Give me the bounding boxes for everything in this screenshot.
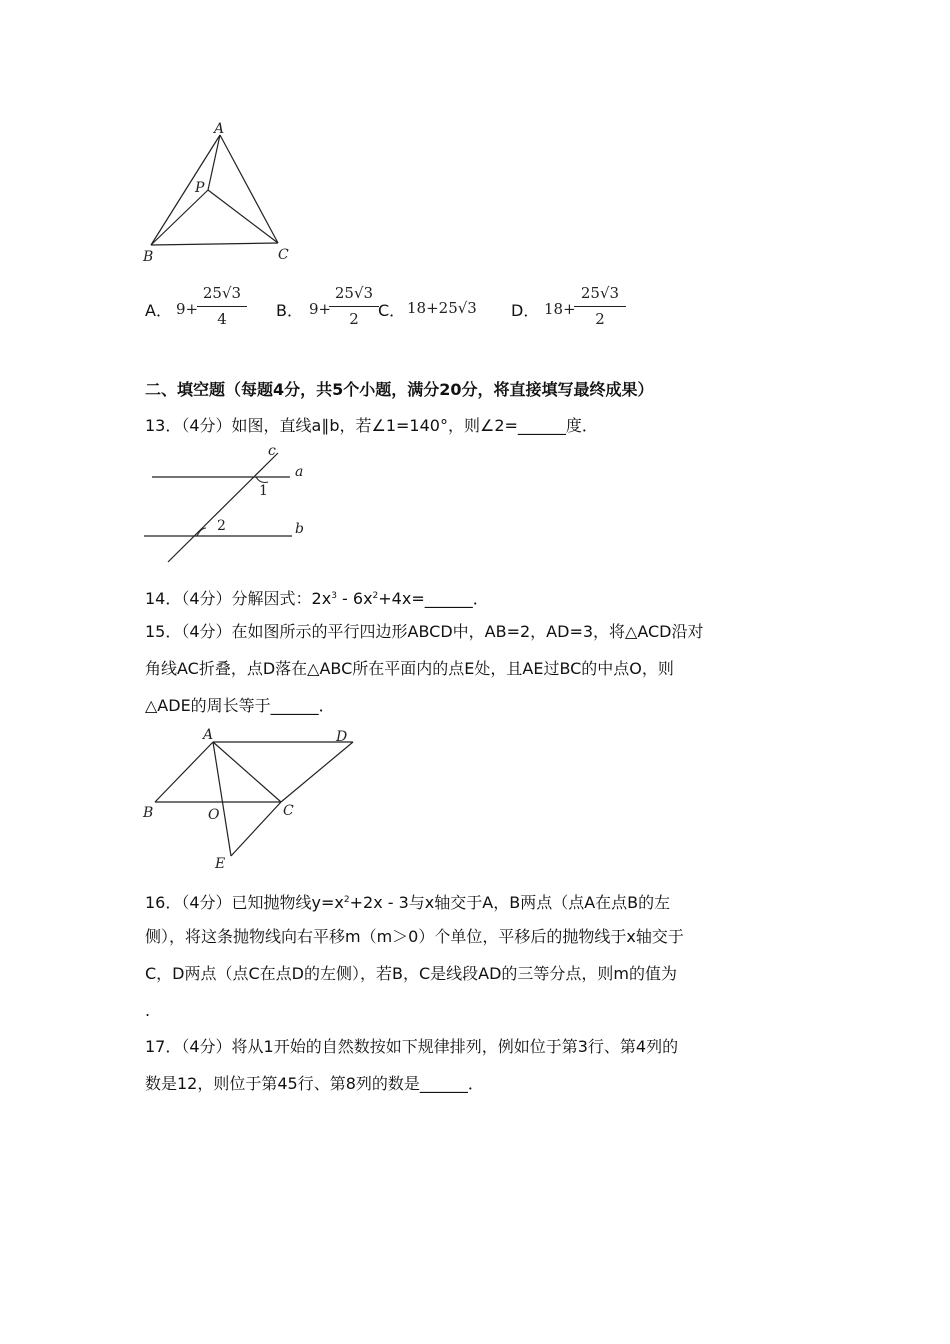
option-d-int: 18+: [544, 300, 576, 318]
q16-suffix: +2x - 3与x轴交于A，B两点（点A在点B的左: [349, 893, 671, 912]
q14-exponent-3: 3: [331, 591, 337, 601]
label-o: O: [208, 807, 220, 823]
option-b-label: B．: [276, 301, 303, 320]
question-15-line-2: 角线AC折叠，点D落在△ABC所在平面内的点E处，且AE过BC的中点O，则: [145, 659, 674, 678]
label-e: E: [215, 856, 226, 872]
question-13: 13．（4分）如图，直线a∥b，若∠1=140°，则∠2=______度．: [145, 416, 598, 435]
q13-parallel-lines-figure: [140, 440, 320, 570]
option-d-denominator: 2: [595, 310, 605, 328]
transversal-c: [168, 453, 278, 562]
angle-1-arc: [256, 477, 268, 482]
option-a-fraction: [197, 284, 247, 332]
edge-dc: [281, 742, 353, 802]
label-angle-1: 1: [259, 483, 268, 499]
question-16-line-3: C，D两点（点C在点D的左侧），若B，C是线段AD的三等分点，则m的值为: [145, 964, 677, 983]
segment-pb: [151, 190, 208, 245]
label-b-line: b: [295, 521, 304, 537]
question-14: [145, 584, 489, 611]
label-a: A: [214, 121, 225, 137]
edge-ab: [155, 742, 213, 802]
option-a-label: A．: [145, 301, 172, 320]
question-15-line-3: △ADE的周长等于______．: [145, 696, 335, 715]
label-p: P: [195, 180, 205, 196]
question-17-line-2: 数是12，则位于第45行、第8列的数是______．: [145, 1074, 484, 1093]
question-16-line-2: 侧），将这条抛物线向右平移m（m＞0）个单位，平移后的抛物线于x轴交于: [145, 927, 684, 946]
label-c-line: c: [268, 443, 276, 459]
option-b-int: 9+: [309, 300, 332, 318]
q15-parallelogram-figure: [138, 722, 368, 872]
question-16-line-1: [145, 888, 670, 915]
option-a-int: 9+: [176, 300, 199, 318]
option-a-denominator: 4: [217, 310, 227, 328]
option-d-fraction-bar: [574, 306, 626, 307]
question-16-line-4: .: [145, 1001, 151, 1020]
q12-triangle-figure: [138, 120, 298, 270]
edge-ab: [151, 135, 220, 245]
segment-pa: [208, 135, 220, 190]
section-2-heading: 二、填空题（每题4分，共5个小题，满分20分，将直接填写最终成果）: [145, 380, 654, 399]
option-c-expression: 18+25√3: [407, 299, 477, 317]
label-b: B: [143, 805, 154, 821]
option-a-numerator: 25√3: [202, 284, 242, 302]
question-17-line-1: 17．（4分）将从1开始的自然数按如下规律排列，例如位于第3行、第4列的: [145, 1037, 679, 1056]
label-a-line: a: [295, 464, 304, 480]
option-b-fraction-bar: [329, 306, 379, 307]
label-b: B: [143, 249, 154, 265]
label-angle-2: 2: [217, 518, 226, 534]
q14-prefix: 14．（4分）分解因式：2x: [145, 589, 332, 608]
label-d: D: [336, 729, 348, 745]
q16-exponent: 2: [343, 895, 350, 905]
option-d-numerator: 25√3: [580, 284, 620, 302]
segment-ce: [231, 802, 281, 856]
segment-pc: [208, 190, 278, 243]
option-a-fraction-bar: [197, 306, 247, 307]
q16-prefix: 16．（4分）已知抛物线y=x: [145, 893, 344, 912]
q14-suffix: +4x=______．: [378, 589, 489, 608]
option-b-denominator: 2: [349, 310, 359, 328]
label-c: C: [283, 803, 294, 819]
option-b-numerator: 25√3: [334, 284, 374, 302]
option-c-label: C．: [378, 301, 406, 320]
q14-exponent-2: 2: [372, 591, 379, 601]
q14-mid: - 6x: [336, 589, 373, 608]
edge-bc: [151, 243, 278, 245]
label-c: C: [278, 247, 289, 263]
segment-ae: [213, 742, 231, 856]
label-a: A: [203, 727, 214, 743]
option-b-fraction: [329, 284, 379, 332]
edge-ac: [220, 135, 278, 243]
option-d-label: D．: [511, 301, 540, 320]
diagonal-ac: [213, 742, 281, 802]
question-15-line-1: 15．（4分）在如图所示的平行四边形ABCD中，AB=2，AD=3，将△ACD沿对: [145, 622, 704, 641]
option-d-fraction: [574, 284, 626, 332]
